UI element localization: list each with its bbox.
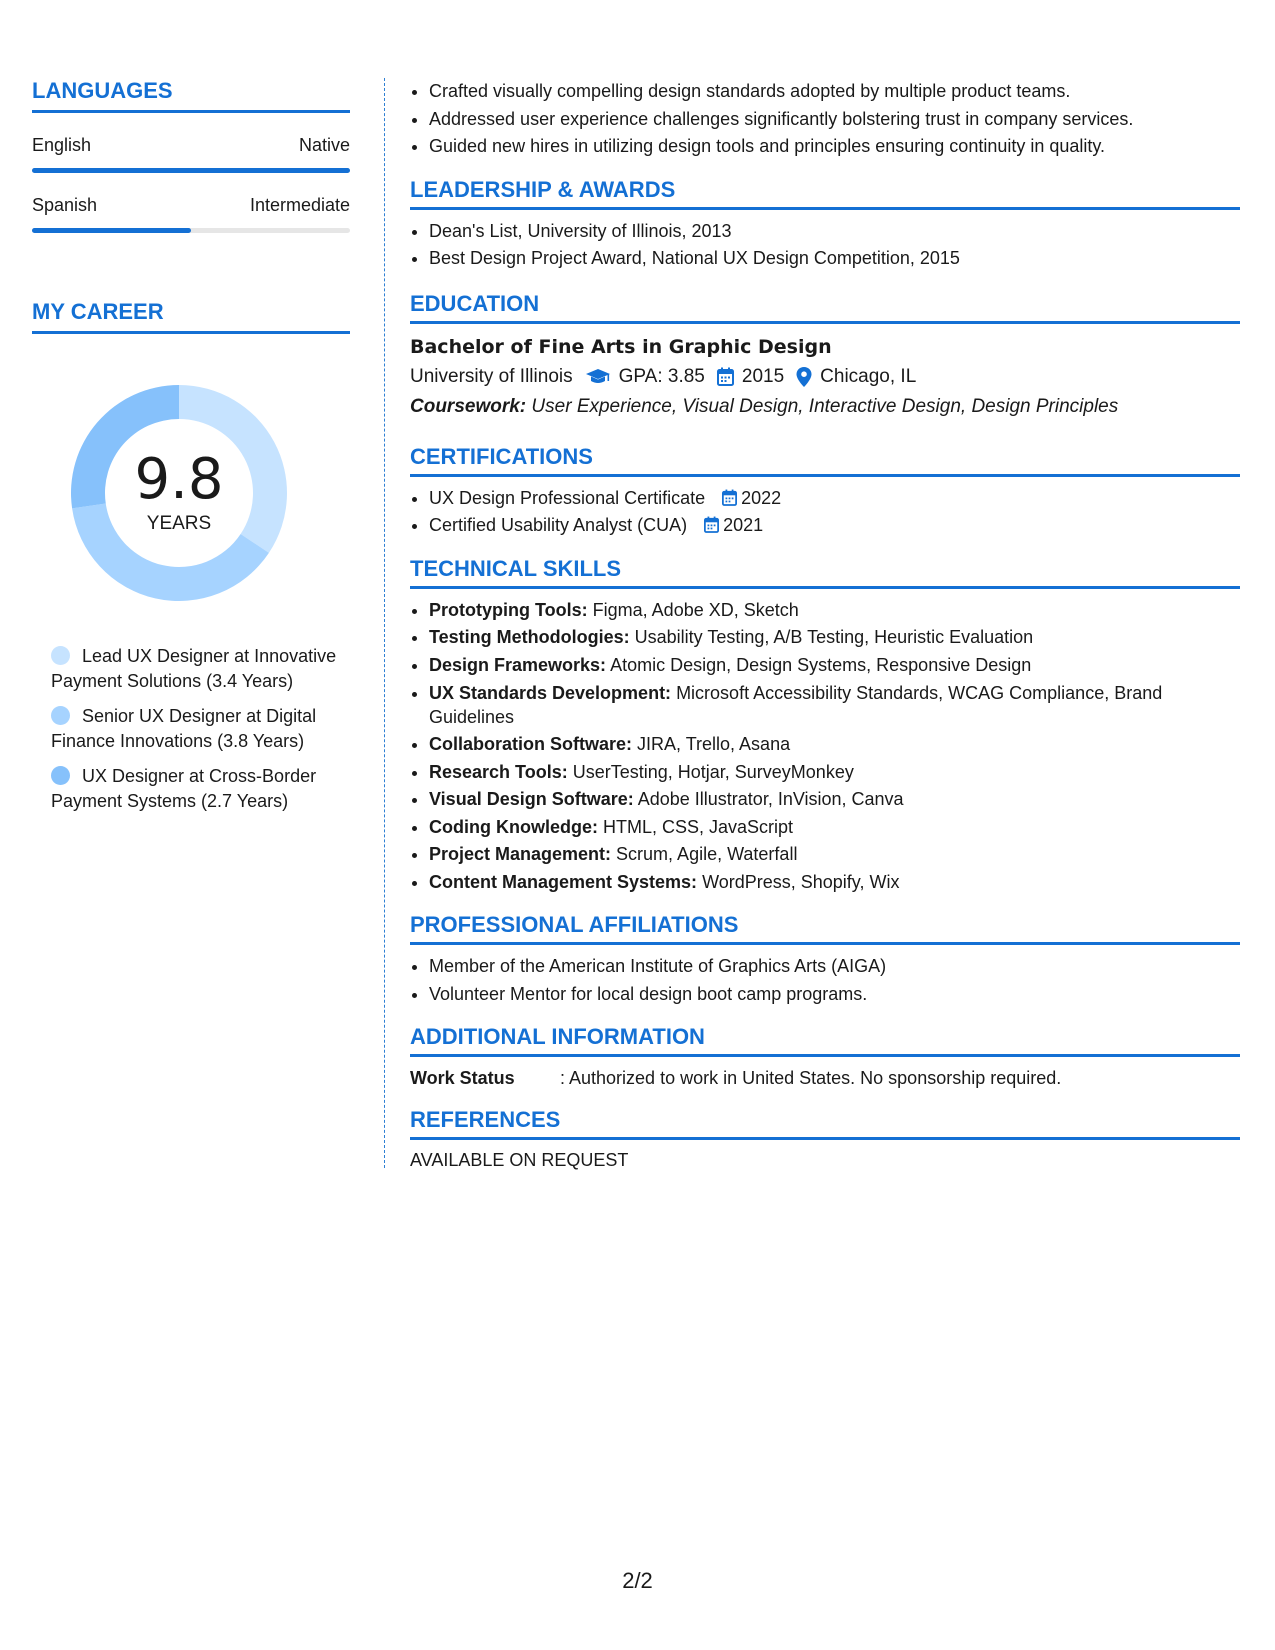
skill-value: Adobe Illustrator, InVision, Canva — [633, 789, 904, 809]
legend-dot — [51, 766, 70, 785]
skill-label: Prototyping Tools: — [429, 599, 588, 620]
skill-label: Content Management Systems: — [429, 871, 698, 892]
page-number: 2/2 — [622, 1568, 653, 1593]
right-column — [410, 78, 1240, 1171]
skill-value: Usability Testing, A/B Testing, Heuristic Evaluation — [629, 627, 1034, 647]
skill-item — [429, 869, 1240, 897]
school-name: University of Illinois — [410, 365, 573, 387]
list-item: • Dean's List, University of Illinois, 2013 — [429, 218, 1240, 246]
education-meta — [410, 362, 1240, 392]
list-item: • Addressed user experience challenges significantly bolstering trust in company services. — [429, 106, 1240, 134]
list-item — [429, 512, 1240, 540]
skill-label: Coding Knowledge: — [429, 816, 598, 837]
certification-year: 2022 — [741, 487, 782, 508]
legend-item — [51, 764, 350, 814]
calendar-icon — [722, 489, 737, 506]
skill-label: Project Management: — [429, 844, 612, 864]
career-total-unit: YEARS — [146, 513, 212, 534]
leadership-heading: LEADERSHIP & AWARDS — [410, 177, 1240, 210]
skill-item — [429, 731, 1240, 759]
career-total-years: 9.8 — [134, 447, 224, 512]
language-level: Intermediate — [249, 195, 350, 215]
skill-label: Design Frameworks: — [429, 654, 607, 675]
language-proficiency-fill — [32, 228, 191, 233]
leadership-section — [410, 177, 1240, 273]
affiliations-section — [410, 912, 1240, 1008]
education-heading: EDUCATION — [410, 291, 1240, 324]
skill-item — [429, 597, 1240, 625]
education-section — [410, 291, 1240, 422]
list-item: • Guided new hires in utilizing design tools and principles ensuring continuity in quality. — [429, 133, 1240, 161]
column-divider — [384, 78, 385, 1168]
language-level: Native — [298, 135, 350, 155]
list-item — [429, 485, 1240, 513]
certification-year: 2021 — [723, 515, 764, 535]
skill-label: Research Tools: — [429, 761, 568, 782]
language-name: English — [32, 135, 92, 155]
work-status-label: Work Status — [410, 1068, 515, 1088]
skills-heading: TECHNICAL SKILLS — [410, 556, 1240, 589]
language-proficiency-fill — [32, 168, 350, 173]
career-donut-chart — [64, 378, 294, 608]
graduation-cap-icon — [585, 368, 611, 386]
skill-label: Collaboration Software: — [429, 734, 633, 754]
references-heading: REFERENCES — [410, 1107, 1240, 1140]
skill-item — [429, 679, 1240, 731]
coursework — [410, 392, 1240, 422]
certifications-heading: CERTIFICATIONS — [410, 444, 1240, 477]
coursework-label: Coursework: — [410, 395, 527, 417]
language-proficiency-bar — [32, 228, 350, 233]
legend-dot — [51, 706, 70, 725]
additional-section — [410, 1024, 1240, 1091]
affiliations-heading: PROFESSIONAL AFFILIATIONS — [410, 912, 1240, 945]
list-item: • Crafted visually compelling design standards adopted by multiple product teams. — [429, 78, 1240, 106]
left-column — [32, 78, 350, 824]
skill-value: UserTesting, Hotjar, SurveyMonkey — [567, 761, 854, 782]
language-name: Spanish — [32, 195, 98, 215]
graduation-year: 2015 — [741, 365, 785, 387]
list-item: • Volunteer Mentor for local design boot camp programs. — [429, 981, 1240, 1009]
legend-item — [51, 704, 350, 754]
skills-section — [410, 556, 1240, 897]
skill-value: Atomic Design, Design Systems, Responsive Design — [606, 654, 1032, 675]
skill-item — [429, 786, 1240, 814]
skill-label: Visual Design Software: — [429, 789, 634, 809]
skill-value: Scrum, Agile, Waterfall — [611, 844, 798, 864]
skills-list — [410, 597, 1240, 897]
skill-item — [429, 652, 1240, 680]
calendar-icon — [704, 516, 719, 533]
skill-value: Microsoft Accessibility Standards, WCAG Compliance, Brand Guidelines — [429, 683, 1163, 727]
skill-value: WordPress, Shopify, Wix — [697, 871, 900, 892]
map-pin-icon — [796, 367, 812, 387]
skill-value: JIRA, Trello, Asana — [632, 734, 791, 754]
calendar-icon — [717, 367, 734, 386]
career-legend — [51, 644, 350, 814]
legend-label: UX Designer at Cross-Border Payment Systems (2.7 Years) — [51, 766, 317, 811]
skill-item — [429, 624, 1240, 652]
skill-item — [429, 759, 1240, 787]
skill-value: HTML, CSS, JavaScript — [597, 816, 794, 837]
career-heading: MY CAREER — [32, 299, 350, 334]
skill-label: UX Standards Development: — [429, 683, 672, 703]
additional-heading: ADDITIONAL INFORMATION — [410, 1024, 1240, 1057]
certification-name: Certified Usability Analyst (CUA) — [429, 515, 688, 535]
language-item — [32, 195, 350, 233]
degree-title: Bachelor of Fine Arts in Graphic Design — [410, 335, 832, 358]
skill-label: Testing Methodologies: — [429, 627, 630, 647]
references-section — [410, 1107, 1240, 1171]
school-location: Chicago, IL — [820, 365, 917, 387]
legend-dot — [51, 646, 70, 665]
language-item — [32, 135, 350, 173]
legend-label: Lead UX Designer at Innovative Payment Solutions (3.4 Years) — [51, 646, 337, 691]
skill-value: Figma, Adobe XD, Sketch — [587, 599, 799, 620]
work-status-value: : Authorized to work in United States. No sponsorship required. — [560, 1068, 1062, 1088]
list-item: • Best Design Project Award, National UX Design Competition, 2015 — [429, 245, 1240, 273]
skill-item — [429, 814, 1240, 842]
legend-label: Senior UX Designer at Digital Finance Innovations (3.8 Years) — [51, 706, 317, 751]
work-status-row — [410, 1065, 1240, 1091]
language-proficiency-bar — [32, 168, 350, 173]
coursework-list: User Experience, Visual Design, Interactive Design, Design Principles — [526, 395, 1119, 417]
certification-name: UX Design Professional Certificate — [429, 487, 706, 508]
experience-bullets — [410, 78, 1240, 161]
skill-item — [429, 841, 1240, 869]
gpa: GPA: 3.85 — [618, 365, 705, 387]
legend-item — [51, 644, 350, 694]
references-text: AVAILABLE ON REQUEST — [410, 1150, 629, 1170]
languages-heading: LANGUAGES — [32, 78, 350, 113]
certifications-section — [410, 444, 1240, 540]
list-item: • Member of the American Institute of Graphics Arts (AIGA) — [429, 953, 1240, 981]
